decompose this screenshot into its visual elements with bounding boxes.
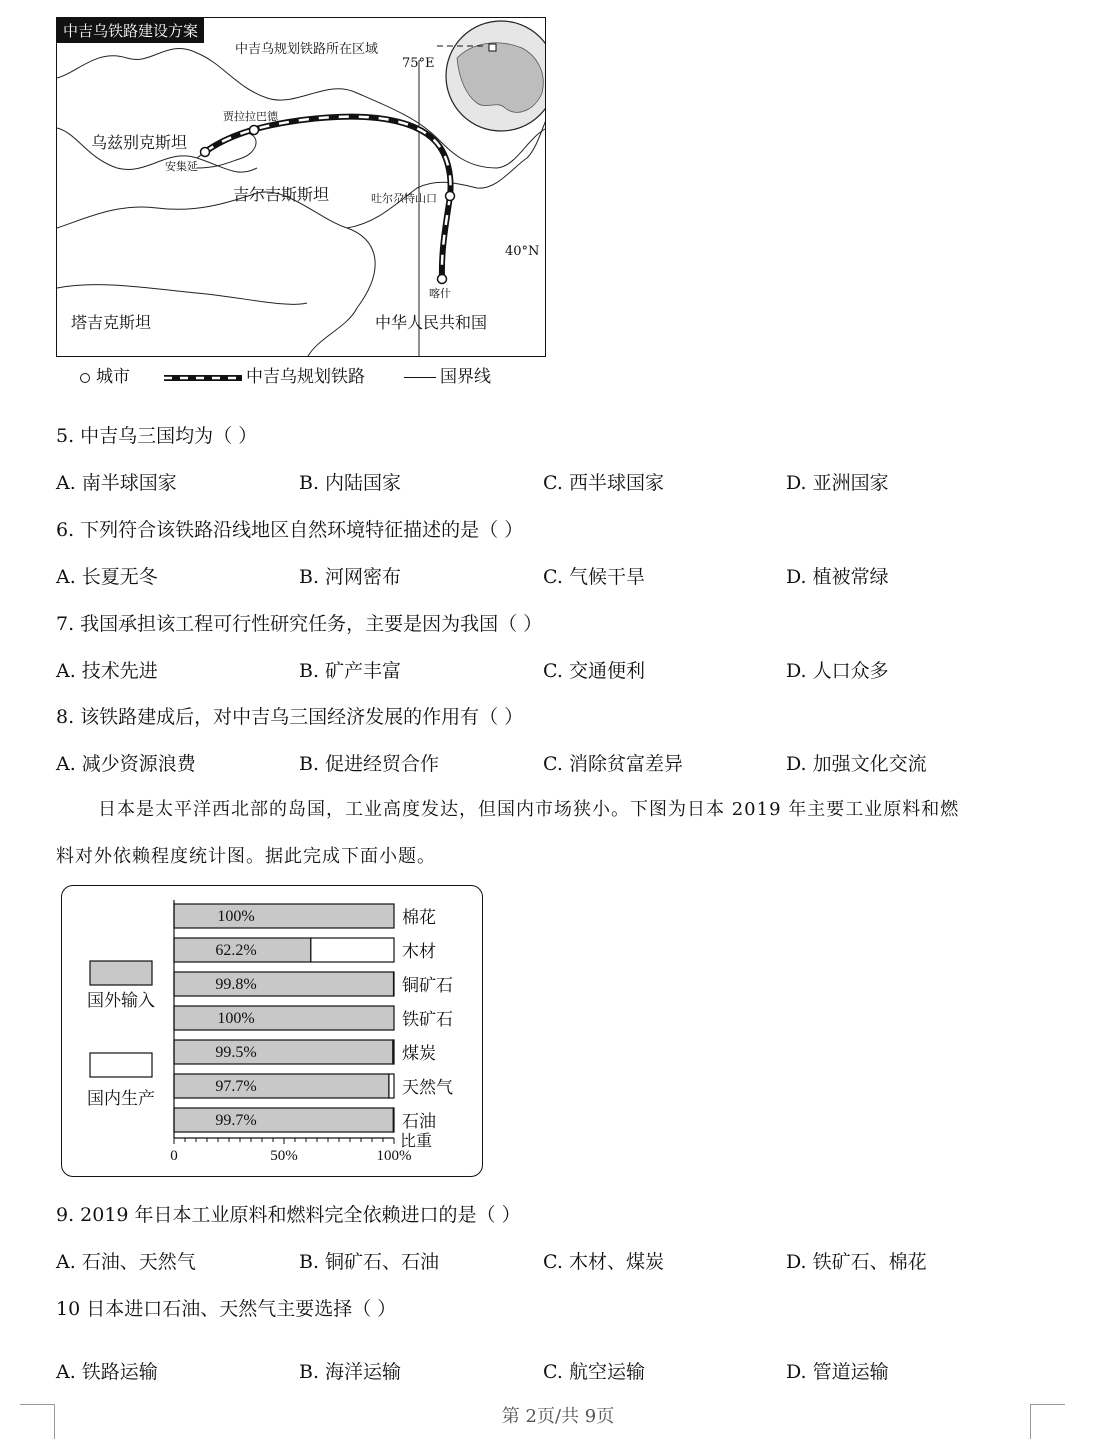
x-axis-label: 比重: [400, 1133, 433, 1150]
q9-option-d[interactable]: D. 铁矿石、棉花: [786, 1251, 927, 1273]
q10-option-c[interactable]: C. 航空运输: [543, 1361, 645, 1383]
category-label: 棉花: [402, 908, 436, 927]
q7-option-a[interactable]: A. 技术先进: [56, 660, 158, 682]
bar-import: [174, 1006, 394, 1030]
page-number: 第 2页/共 9页: [501, 1406, 615, 1427]
bar-value-label: 100%: [217, 1010, 255, 1027]
question-7: 7. 我国承担该工程可行性研究任务，主要是因为我国（ ）: [56, 613, 543, 635]
bar-domestic: [393, 1040, 394, 1064]
inset-region-marker: [489, 44, 496, 51]
country-label-kyrgyzstan: 吉尔吉斯斯坦: [233, 185, 330, 204]
dependency-chart: [61, 885, 483, 1177]
legend-border: 国界线: [440, 367, 491, 387]
q9-option-c[interactable]: C. 木材、煤炭: [543, 1251, 664, 1273]
bar-value-label: 99.7%: [215, 1112, 257, 1129]
railway-map: [56, 17, 546, 357]
q10-option-a[interactable]: A. 铁路运输: [56, 1361, 158, 1383]
question-9: 9. 2019 年日本工业原料和燃料完全依赖进口的是（ ）: [56, 1204, 521, 1226]
legend-swatch-domestic: [90, 1053, 152, 1077]
city-label-kashgar: 喀什: [429, 287, 451, 300]
category-label: 铜矿石: [402, 976, 453, 995]
q5-option-d[interactable]: D. 亚洲国家: [786, 472, 889, 494]
legend-railway: 中吉乌规划铁路: [246, 367, 365, 387]
bar-import: [174, 972, 394, 996]
bar-domestic: [393, 1108, 394, 1132]
q7-option-d[interactable]: D. 人口众多: [786, 660, 889, 682]
lat-label: 40°N: [505, 244, 540, 259]
q8-option-b[interactable]: B. 促进经贸合作: [299, 753, 440, 775]
question-5: 5. 中吉乌三国均为（ ）: [56, 425, 258, 447]
q10-option-b[interactable]: B. 海洋运输: [299, 1361, 402, 1383]
city-marker: [438, 275, 447, 284]
q6-option-c[interactable]: C. 气候干旱: [543, 566, 645, 588]
q10-option-d[interactable]: D. 管道运输: [786, 1361, 889, 1383]
passage-line-2: 料对外依赖程度统计图。据此完成下面小题。: [56, 846, 436, 867]
category-label: 煤炭: [402, 1044, 436, 1063]
country-label-tajikistan: 塔吉克斯坦: [71, 313, 152, 332]
x-tick-label: 50%: [270, 1148, 298, 1164]
map-legend: [80, 362, 130, 387]
legend-label-domestic: 国内生产: [87, 1089, 155, 1108]
bar-domestic: [389, 1074, 394, 1098]
bar-value-label: 99.8%: [215, 976, 257, 993]
city-label-andijan: 安集延: [165, 160, 198, 173]
bar-import: [174, 904, 394, 928]
question-6: 6. 下列符合该铁路沿线地区自然环境特征描述的是（ ）: [56, 519, 524, 541]
question-8: 8. 该铁路建成后，对中吉乌三国经济发展的作用有（ ）: [56, 706, 524, 728]
legend-swatch-import: [90, 961, 152, 985]
map-legend-border: [404, 362, 491, 387]
q8-option-a[interactable]: A. 减少资源浪费: [56, 753, 196, 775]
question-10: 10 日本进口石油、天然气主要选择（ ）: [56, 1298, 397, 1320]
category-label: 石油: [402, 1112, 436, 1131]
category-label: 木材: [402, 942, 436, 961]
map-title: 中吉乌铁路建设方案: [57, 18, 204, 43]
q9-option-a[interactable]: A. 石油、天然气: [56, 1251, 196, 1273]
q7-option-b[interactable]: B. 矿产丰富: [299, 660, 402, 682]
city-marker: [446, 192, 455, 201]
passage-line-1: 日本是太平洋西北部的岛国，工业高度发达，但国内市场狭小。下图为日本 2019 年主要工业原料和燃: [98, 799, 960, 820]
bar-value-label: 100%: [217, 908, 255, 925]
railway-legend-icon: [164, 373, 242, 383]
city-legend-icon: [80, 373, 90, 383]
x-tick-label: 100%: [376, 1148, 412, 1164]
legend-label-import: 国外输入: [87, 991, 155, 1010]
chart-svg: [62, 886, 482, 1176]
bar-value-label: 97.7%: [215, 1078, 257, 1095]
q9-option-b[interactable]: B. 铜矿石、石油: [299, 1251, 440, 1273]
bar-import: [174, 1074, 389, 1098]
map-legend-railway: [164, 362, 365, 387]
bar-value-label: 62.2%: [215, 942, 257, 959]
bar-domestic: [311, 938, 394, 962]
lon-label: 75°E: [402, 56, 435, 71]
city-label-jalalabad: 贾拉拉巴德: [223, 110, 278, 123]
q5-option-a[interactable]: A. 南半球国家: [56, 472, 177, 494]
q5-option-c[interactable]: C. 西半球国家: [543, 472, 664, 494]
inset-label: 中吉乌规划铁路所在区域: [235, 42, 379, 57]
bar-value-label: 99.5%: [215, 1044, 257, 1061]
bar-import: [174, 1040, 393, 1064]
bar-import: [174, 1108, 393, 1132]
q7-option-c[interactable]: C. 交通便利: [543, 660, 645, 682]
q6-option-a[interactable]: A. 长夏无冬: [56, 566, 158, 588]
border-legend-icon: [404, 377, 436, 378]
city-marker: [250, 126, 259, 135]
category-label: 天然气: [402, 1078, 453, 1097]
q8-option-d[interactable]: D. 加强文化交流: [786, 753, 927, 775]
category-label: 铁矿石: [402, 1010, 453, 1029]
city-marker: [201, 148, 210, 157]
x-tick-label: 0: [170, 1148, 178, 1164]
legend-city: 城市: [96, 367, 130, 387]
country-label-uzbekistan: 乌兹别克斯坦: [91, 133, 188, 152]
border-line: [57, 285, 307, 305]
q8-option-c[interactable]: C. 消除贫富差异: [543, 753, 683, 775]
city-label-torugart: 吐尔尕特山口: [371, 192, 437, 205]
country-label-china: 中华人民共和国: [375, 313, 488, 332]
q5-option-b[interactable]: B. 内陆国家: [299, 472, 402, 494]
q6-option-b[interactable]: B. 河网密布: [299, 566, 402, 588]
q6-option-d[interactable]: D. 植被常绿: [786, 566, 889, 588]
